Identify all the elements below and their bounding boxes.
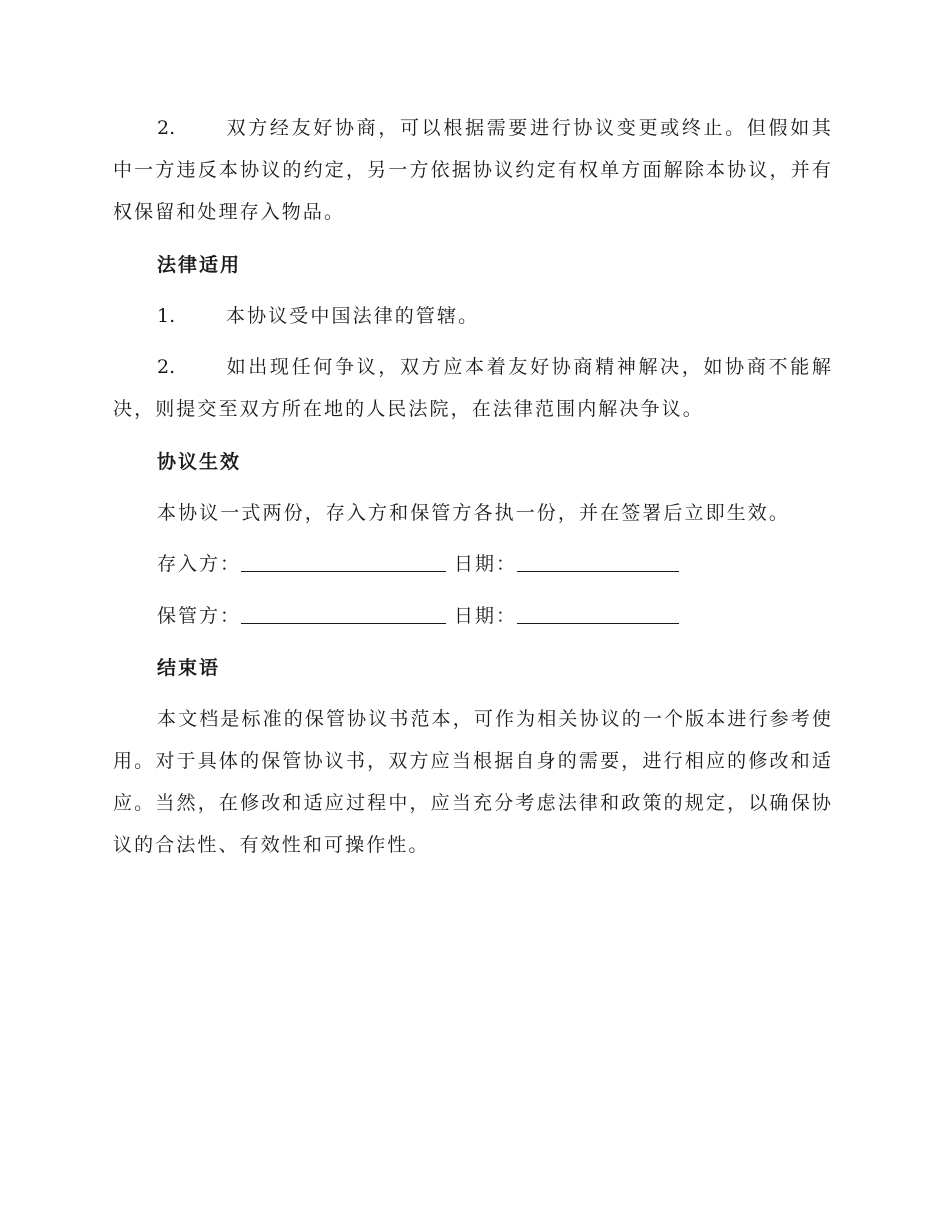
depositor-label: 存入方： [157, 553, 242, 575]
effect-text: 本协议一式两份，存入方和保管方各执一份，并在签署后立即生效。 [157, 502, 791, 524]
item-number: 2. [157, 356, 176, 378]
custodian-date-label: 日期： [454, 605, 518, 627]
item-number: 2. [157, 117, 176, 139]
effect-heading: 协议生效 [157, 451, 242, 473]
item-text: 本协议受中国法律的管辖。 [226, 305, 480, 327]
custodian-date-line [517, 603, 679, 624]
item-text: 如出现任何争议，双方应本着友好协商精神解决，如协商不能解决，则提交至双方所在地的人民法院，在法律范围内解决争议。 [113, 356, 833, 420]
conclusion-heading: 结束语 [157, 657, 221, 679]
depositor-date-line [517, 551, 679, 572]
item-number: 1. [157, 305, 176, 327]
custodian-label: 保管方： [157, 605, 242, 627]
law-heading: 法律适用 [157, 254, 242, 276]
depositor-signature-line [241, 551, 446, 572]
custodian-signature-row [157, 595, 679, 637]
law-item-2 [113, 346, 833, 430]
law-item-1 [113, 295, 833, 337]
depositor-signature-row [157, 543, 679, 585]
termination-item-2 [113, 107, 833, 233]
custodian-signature-line [241, 603, 446, 624]
conclusion-text: 本文档是标准的保管协议书范本，可作为相关协议的一个版本进行参考使用。对于具体的保管协议书，双方应当根据自身的需要，进行相应的修改和适应。当然，在修改和适应过程中，应当充分考虑法律和政策的规定，以确保协议的合法性、有效性和可操作性。 [113, 708, 833, 856]
item-text: 双方经友好协商，可以根据需要进行协议变更或终止。但假如其中一方违反本协议的约定，另一方依据协议约定有权单方面解除本协议，并有权保留和处理存入物品。 [113, 117, 833, 223]
depositor-date-label: 日期： [454, 553, 518, 575]
